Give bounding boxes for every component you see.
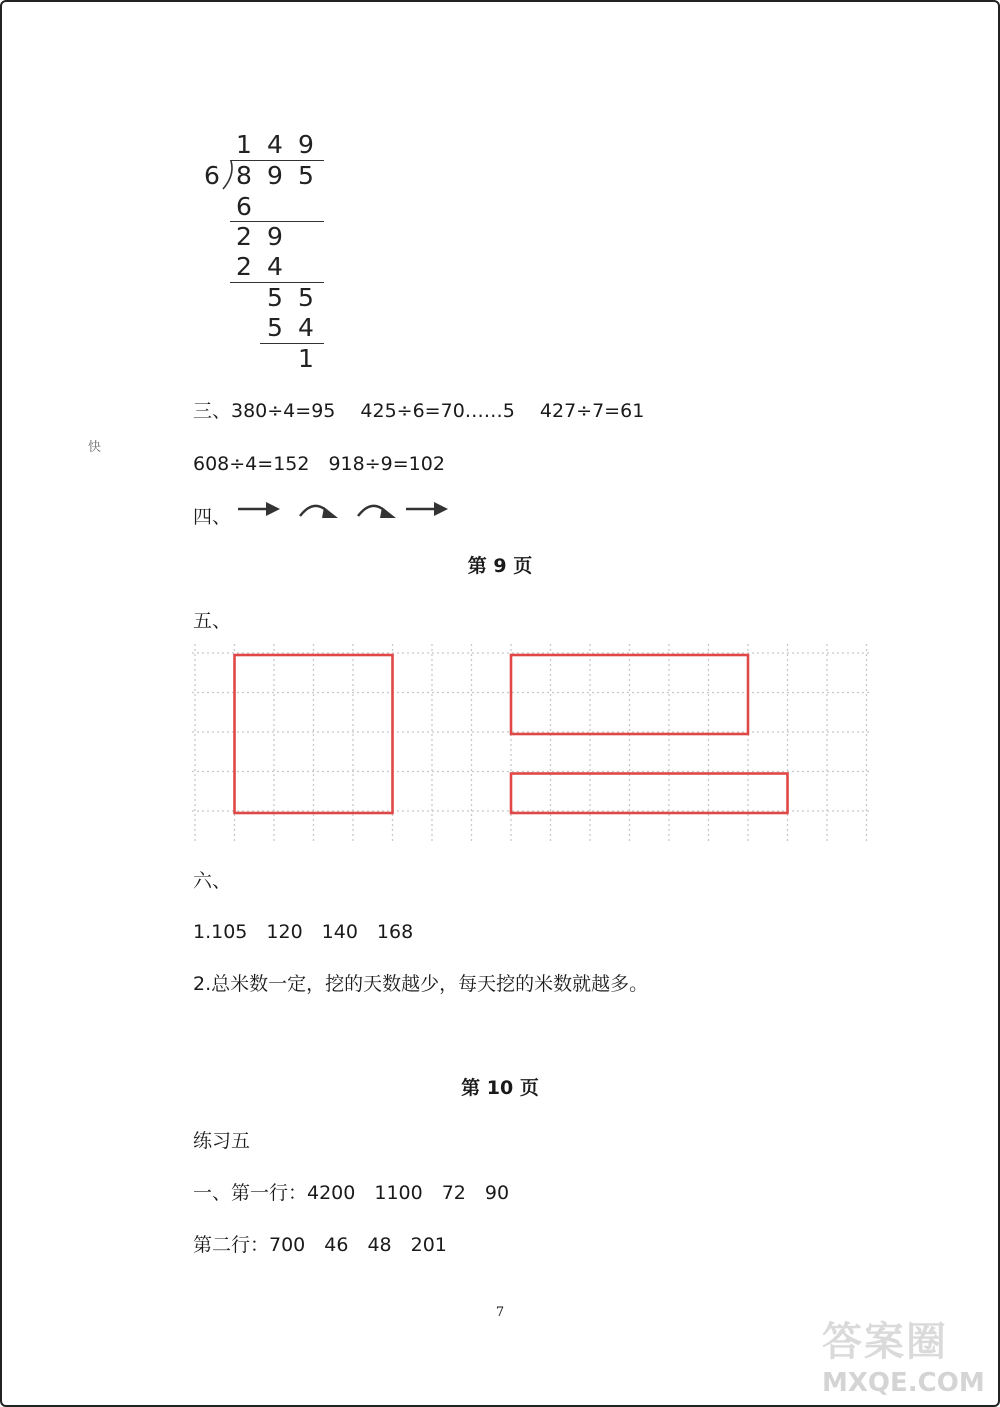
rectangle-long-strip	[511, 774, 788, 814]
page-number: 7	[495, 1305, 505, 1320]
straight-arrow-icon	[404, 498, 452, 520]
watermark-site: MXQE.COM	[822, 1368, 985, 1398]
watermark-logo: 答案圈	[822, 1319, 948, 1365]
step-rule	[260, 343, 324, 344]
straight-arrow-icon	[236, 498, 284, 520]
divisor: 6	[204, 161, 220, 190]
rectangle-grid	[190, 640, 880, 850]
section3-line2: 608÷4=152 918÷9=102	[193, 453, 445, 475]
dividend-digit: 9	[267, 161, 283, 190]
quotient-digit: 1	[236, 130, 252, 159]
curved-arrow-icon	[296, 496, 342, 522]
step-digit: 2	[236, 222, 252, 251]
section6-line1: 1.105 120 140 168	[193, 921, 414, 943]
step-digit: 6	[236, 192, 252, 221]
section6-label: 六、	[193, 870, 232, 892]
page10-header: 第 10 页	[461, 1077, 539, 1099]
exercise5-title: 练习五	[193, 1130, 251, 1152]
step-digit: 5	[267, 313, 283, 342]
section4-label: 四、	[193, 506, 232, 528]
quotient-digit: 4	[267, 130, 283, 159]
step-digit: 5	[298, 283, 314, 312]
section6-line2: 2.总米数一定，挖的天数越少，每天挖的米数就越多。	[193, 973, 649, 995]
section3-line1: 三、380÷4=95 425÷6=70……5 427÷7=61	[193, 400, 645, 422]
margin-note: 快	[88, 440, 102, 455]
division-bracket	[219, 160, 235, 190]
dividend-digit: 5	[298, 161, 314, 190]
quotient-digit: 9	[298, 130, 314, 159]
step-digit: 4	[298, 313, 314, 342]
section5-label: 五、	[193, 610, 232, 632]
curved-arrow-icon	[354, 496, 400, 522]
step-digit: 5	[267, 283, 283, 312]
remainder-digit: 1	[298, 344, 314, 373]
step-digit: 2	[236, 252, 252, 281]
exercise5-line2: 第二行：700 46 48 201	[193, 1234, 447, 1256]
step-digit: 9	[267, 222, 283, 251]
step-digit: 4	[267, 252, 283, 281]
dividend-digit: 8	[236, 161, 252, 190]
exercise5-line1: 一、第一行：4200 1100 72 90	[193, 1182, 510, 1204]
page9-header: 第 9 页	[467, 555, 533, 577]
